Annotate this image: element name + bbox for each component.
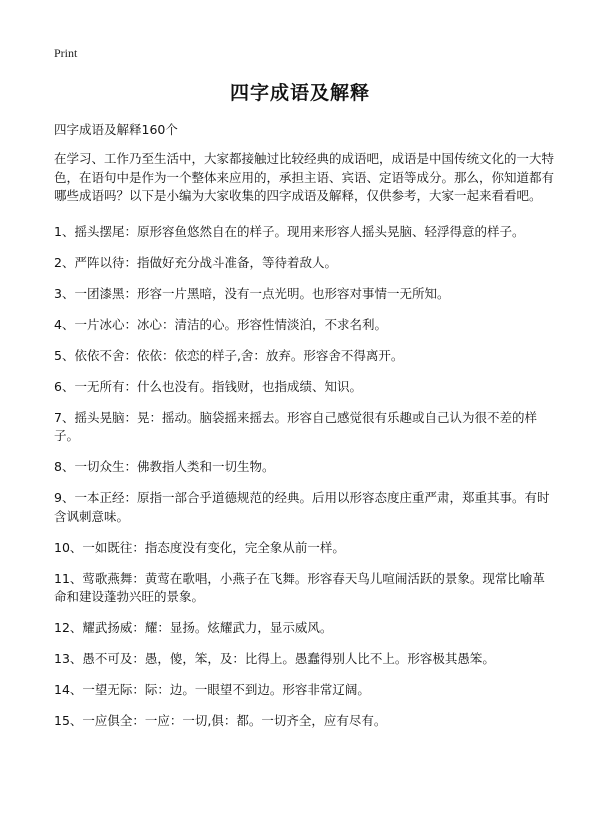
intro-paragraph: 在学习、工作乃至生活中，大家都接触过比较经典的成语吧，成语是中国传统文化的一大特色，在语句中是作为一个整体来应用的，承担主语、宾语、定语等成分。那么，你知道都有哪些成语吗？以下是小编为大家收集的四字成语及解释，仅供参考，大家一起来看看吧。 xyxy=(54,151,555,203)
idiom-item-7: 7、摇头晃脑：晃：摇动。脑袋摇来摇去。形容自己感觉很有乐趣或自己认为很不差的样子。 xyxy=(54,409,537,443)
idiom-item-12: 12、耀武扬威：耀：显扬。炫耀武力，显示威风。 xyxy=(54,620,333,635)
idiom-item-15: 15、一应俱全：一应：一切,俱：都。一切齐全，应有尽有。 xyxy=(54,713,387,728)
idiom-item-13: 13、愚不可及：愚，傻，笨，及：比得上。愚蠢得别人比不上。形容极其愚笨。 xyxy=(54,651,495,666)
idiom-item-11: 11、莺歌燕舞：黄莺在歌唱，小燕子在飞舞。形容春天鸟儿喧闹活跃的景象。现常比喻革命和建设蓬勃兴旺的景象。 xyxy=(54,570,545,604)
idiom-item-10: 10、一如既往：指态度没有变化，完全象从前一样。 xyxy=(54,539,345,555)
idiom-item-2: 2、严阵以待：指做好充分战斗准备，等待着敌人。 xyxy=(54,254,337,270)
article-body xyxy=(54,150,554,743)
idiom-item-3: 3、一团漆黑：形容一片黑暗，没有一点光明。也形容对事情一无所知。 xyxy=(54,285,450,301)
idiom-item-5: 5、依依不舍：依依：依恋的样子,舍：放弃。形容舍不得离开。 xyxy=(54,347,404,363)
idiom-item-1: 1、摇头摆尾：原形容鱼悠然自在的样子。现用来形容人摇头晃脑、轻浮得意的样子。 xyxy=(54,223,525,239)
idiom-item-9: 9、一本正经：原指一部合乎道德规范的经典。后用以形容态度庄重严肃，郑重其事。有时含讽刺意味。 xyxy=(54,490,550,524)
print-link[interactable]: Print xyxy=(54,46,78,60)
idiom-item-8: 8、一切众生：佛教指人类和一切生物。 xyxy=(54,459,275,474)
idiom-item-6: 6、一无所有：什么也没有。指钱财，也指成绩、知识。 xyxy=(54,378,362,394)
page-title: 四字成语及解释 xyxy=(229,82,370,104)
idiom-item-14: 14、一望无际：际：边。一眼望不到边。形容非常辽阔。 xyxy=(54,682,370,697)
page-subtitle: 四字成语及解释160个 xyxy=(54,122,178,137)
idiom-item-4: 4、一片冰心：冰心：清洁的心。形容性情淡泊，不求名利。 xyxy=(54,316,387,332)
